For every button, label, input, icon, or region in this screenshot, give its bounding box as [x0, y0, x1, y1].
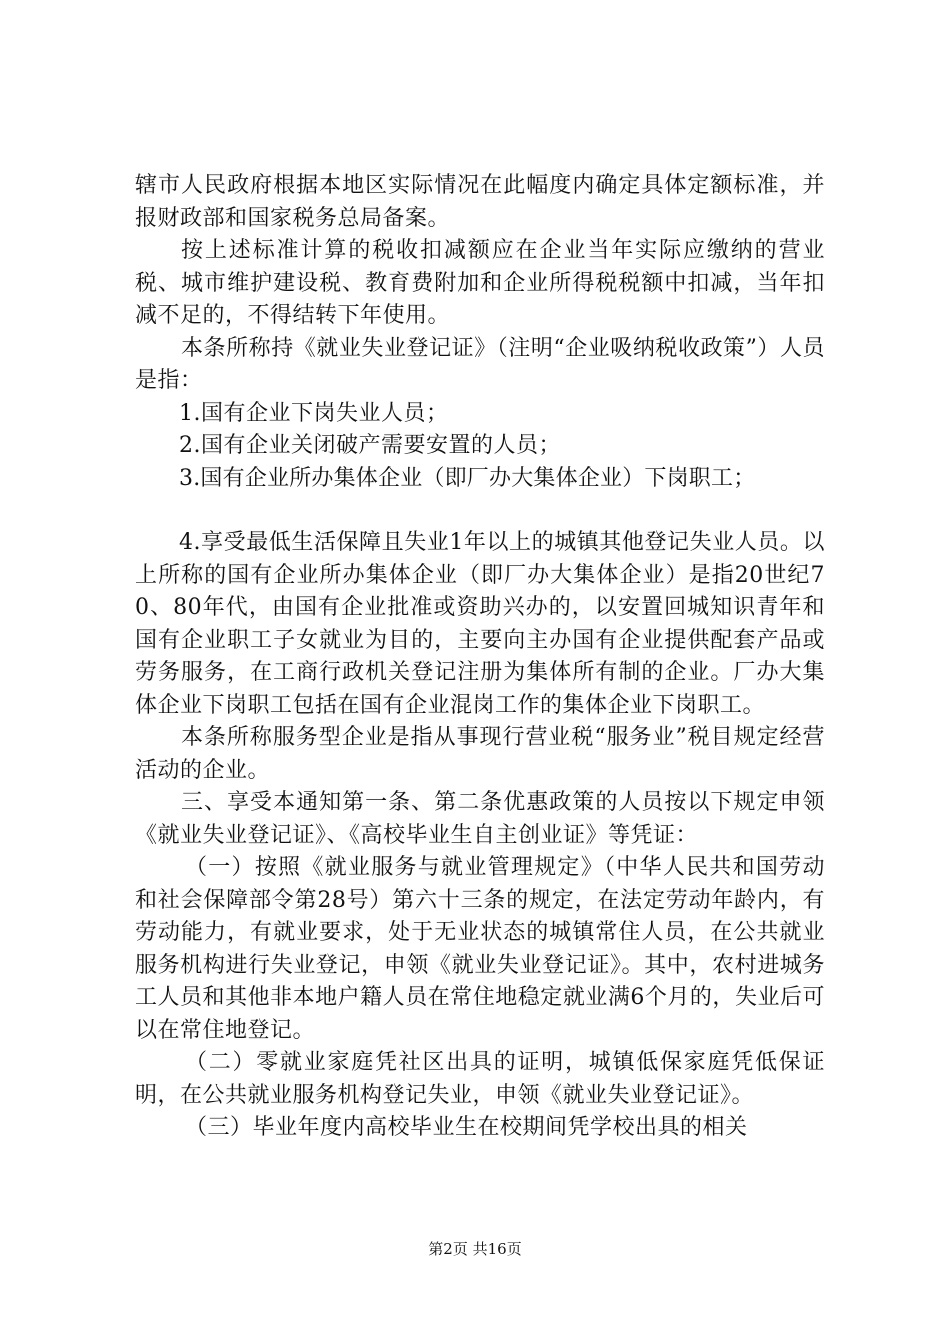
list-item-2: 2.国有企业关闭破产需要安置的人员；: [179, 433, 561, 458]
section-three-heading: 三、享受本通知第一条、第二条优惠政策的人员按以下规定申领《就业失业登记证》、《高校毕业生自主创业证》等凭证：: [135, 790, 825, 848]
paragraph-3: 本条所称持《就业失业登记证》（注明“企业吸纳税收政策”）人员是指：: [135, 335, 825, 393]
item-one: （一）按照《就业服务与就业管理规定》（中华人民共和国劳动和社会保障部令第28号）第六十三条的规定，在法定劳动年龄内，有劳动能力，有就业要求，处于无业状态的城镇常住人员，在公共就业服务机构进行失业登记，申领《就业失业登记证》。其中，农村进城务工人员和其他非本地户籍人员在常住地稳定就业满6个月的，失业后可以在常住地登记。: [135, 855, 825, 1043]
item-two: （二）零就业家庭凭社区出具的证明，城镇低保家庭凭低保证明，在公共就业服务机构登记失业，申领《就业失业登记证》。: [135, 1050, 825, 1108]
list-item-4: 4.享受最低生活保障且失业1年以上的城镇其他登记失业人员。以上所称的国有企业所办集体企业（即厂办大集体企业）是指20世纪70、80年代，由国有企业批准或资助兴办的，以安置回城知识青年和国有企业职工子女就业为目的，主要向主办国有企业提供配套产品或劳务服务，在工商行政机关登记注册为集体所有制的企业。厂办大集体企业下岗职工包括在国有企业混岗工作的集体企业下岗职工。: [135, 530, 825, 718]
item-three: （三）毕业年度内高校毕业生在校期间凭学校出具的相关: [185, 1115, 748, 1140]
paragraph-1: 辖市人民政府根据本地区实际情况在此幅度内确定具体定额标准，并报财政部和国家税务总局备案。: [135, 173, 825, 231]
list-item-1: 1.国有企业下岗失业人员；: [179, 400, 449, 426]
page-footer: 第2页 共16页: [428, 1240, 522, 1258]
document-body: [135, 170, 825, 1145]
paragraph-service-enterprise: 本条所称服务型企业是指从事现行营业税“服务业”税目规定经营活动的企业。: [135, 725, 825, 783]
list-item-3: 3.国有企业所办集体企业（即厂办大集体企业）下岗职工；: [179, 465, 756, 491]
paragraph-2: 按上述标准计算的税收扣减额应在企业当年实际应缴纳的营业税、城市维护建设税、教育费附加和企业所得税税额中扣减，当年扣减不足的，不得结转下年使用。: [135, 238, 825, 328]
